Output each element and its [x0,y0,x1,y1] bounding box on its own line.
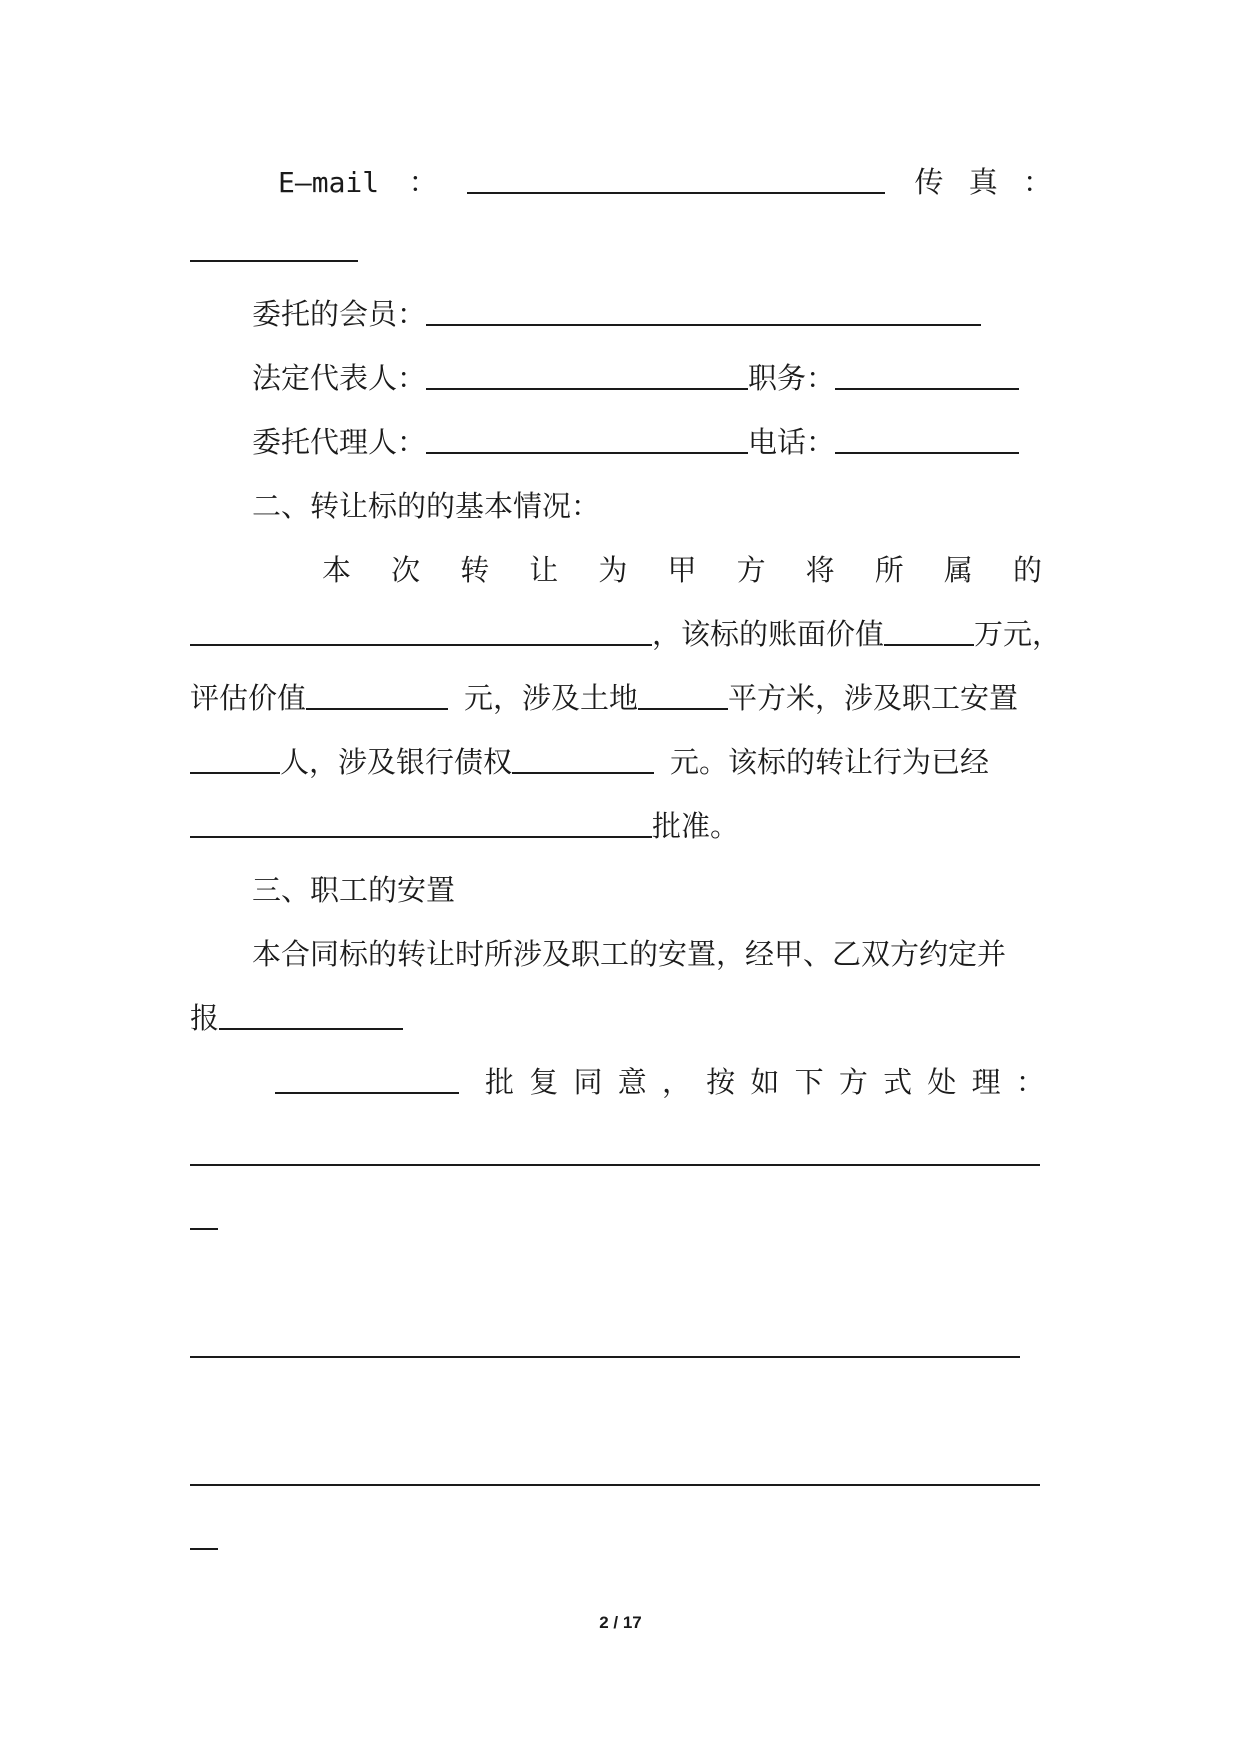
land-blank [638,708,728,710]
approval-phrase-char: 意 [617,1065,647,1099]
email-blank [467,192,885,194]
handling-blank-3 [190,1454,1060,1494]
section2-spread-char: 次 [391,553,421,587]
section2-line3 [190,678,1060,718]
fax-label: 传 真 ： [914,165,1060,199]
section2-spread-char: 转 [460,553,490,587]
phone-label: 电话： [748,425,836,459]
section2-line4 [190,742,1060,782]
section2-spread-char: 属 [943,553,973,587]
section2-spread-char: 将 [805,553,835,587]
report-text: 报 [190,1001,220,1035]
handling-blank-line-3b [190,1548,218,1550]
approval-phrase-char: 处 [927,1065,957,1099]
approval-phrase-char: ， [661,1065,691,1099]
section2-spread-char: 为 [598,553,628,587]
section2-spread-char: 方 [736,553,766,587]
approver2-blank [275,1092,459,1094]
appraised-value-blank [306,708,448,710]
section2-spread-char: 的 [1012,553,1042,587]
approval-phrase-char: 复 [529,1065,559,1099]
handling-blank-1b [190,1198,1060,1238]
staff-count-blank [190,772,280,774]
handling-blank-1 [190,1134,1060,1174]
agent-line [252,422,1122,462]
approval-phrase-char: 方 [838,1065,868,1099]
bank-claims-blank [512,772,654,774]
section3-line1: 本合同标的转让时所涉及职工的安置，经甲、乙双方约定并 [252,937,1007,971]
fax-blank [190,260,358,262]
approval-phrase-char: ： [1015,1065,1045,1099]
legal-rep-blank [426,388,748,390]
fax-blank-line [190,230,1060,270]
approver-blank [190,836,652,838]
agent-label: 委托代理人： [252,425,427,459]
staff-text: 平方米，涉及职工安置 [728,681,1019,715]
section2-line2 [190,614,1060,654]
approval-text: 元。该标的转让行为已经 [670,745,990,779]
approval-phrase-char: 同 [573,1065,603,1099]
section2-spread-char: 甲 [667,553,697,587]
approval-phrase-char: 理 [971,1065,1001,1099]
approval-phrase-char: 式 [883,1065,913,1099]
approval-phrase-char: 按 [706,1065,736,1099]
section2-title: 二、转让标的的基本情况： [252,489,601,523]
section2-spread-line [322,550,1042,590]
email-fax-line [278,162,1060,202]
handling-blank-line-2 [190,1356,1020,1358]
approved-text: 批准。 [652,809,740,843]
bank-claims-text: 人，涉及银行债权 [280,745,513,779]
land-text: 元，涉及土地 [464,681,639,715]
legal-rep-line [252,358,1122,398]
entrusted-member-line [252,294,1122,334]
agent-blank [426,452,748,454]
handling-blank-line-1 [190,1164,1040,1166]
book-value-unit: 万元， [974,617,1062,651]
approval-phrase-char: 批 [485,1065,515,1099]
handling-blank-line-3 [190,1484,1040,1486]
handling-blank-2 [190,1326,1060,1366]
legal-rep-label: 法定代表人： [252,361,427,395]
entrusted-member-blank [426,324,981,326]
entrusted-member-label: 委托的会员： [252,297,427,331]
page-number: 2 / 17 [599,1613,642,1632]
section2-spread-char: 让 [529,553,559,587]
position-blank [835,388,1019,390]
section3-line3 [275,1062,1045,1102]
report-blank [219,1028,403,1030]
section2-line5 [190,806,1060,846]
email-colon: ： [408,165,438,199]
section2-spread-char: 本 [322,553,352,587]
position-label: 职务： [748,361,836,395]
section3-line2 [190,998,1060,1038]
approval-phrase [485,1062,1045,1102]
handling-blank-line-1b [190,1228,218,1230]
book-value-blank [884,644,974,646]
handling-blank-3b [190,1518,1060,1558]
email-label: E—mail [278,166,380,199]
section3-title: 三、职工的安置 [252,873,456,907]
approval-phrase-char: 下 [794,1065,824,1099]
property-blank [190,644,652,646]
section2-spread-char: 所 [874,553,904,587]
approval-phrase-char: 如 [750,1065,780,1099]
book-value-text: ，该标的账面价值 [652,617,885,651]
phone-blank [835,452,1019,454]
appraised-value-text: 评估价值 [190,681,307,715]
